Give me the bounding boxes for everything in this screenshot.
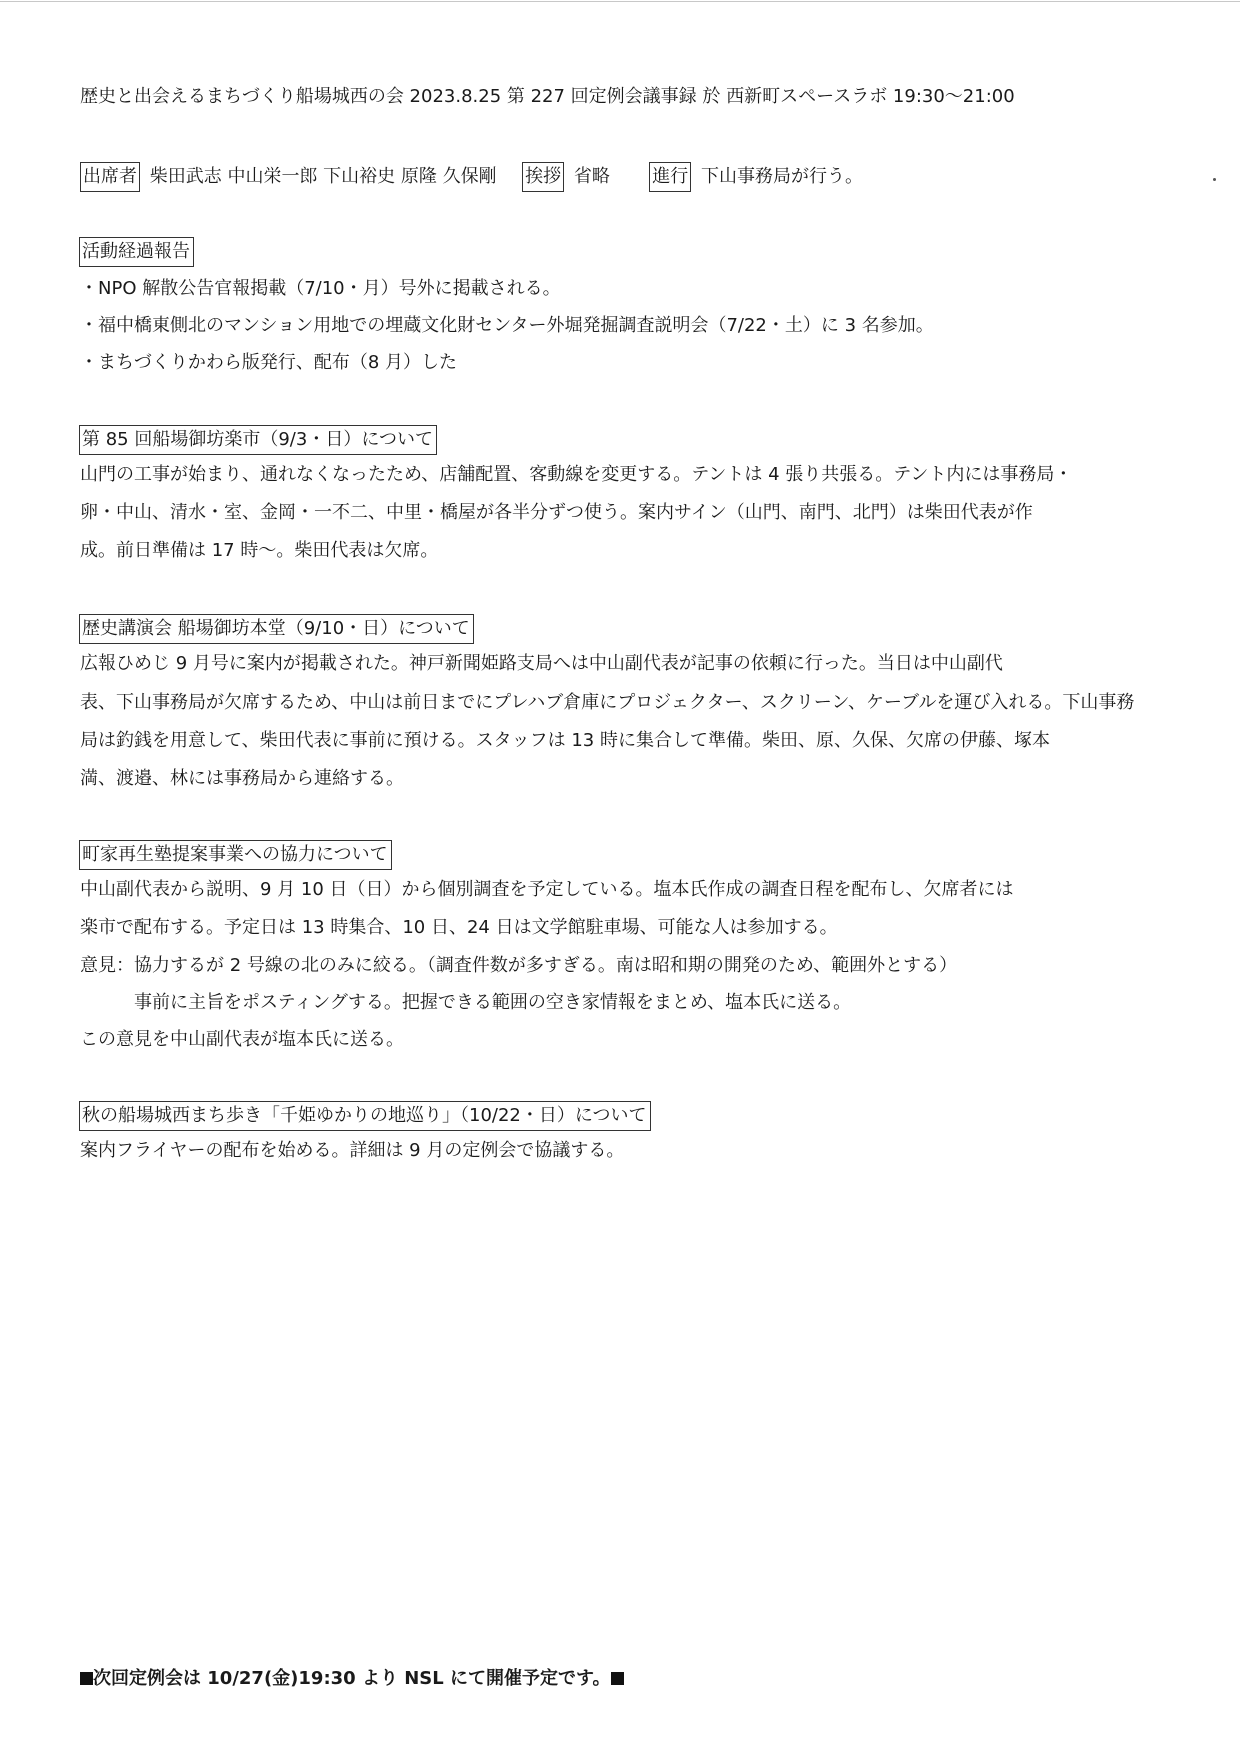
lecture-line-4: 満、渡邉、林には事務局から連絡する。 bbox=[80, 768, 404, 789]
section-heading-lecture: 歴史講演会 船場御坊本堂（9/10・日）について bbox=[79, 614, 474, 644]
section-heading-machiya: 町家再生塾提案事業への協力について bbox=[79, 840, 392, 870]
rakuichi-line-2: 卵・中山、清水・室、金岡・一不二、中里・橋屋が各半分ずつ使う。案内サイン（山門、南門、北門）は柴田代表が作 bbox=[80, 502, 1033, 523]
section-heading-walk: 秋の船場城西まち歩き「千姫ゆかりの地巡り」（10/22・日）について bbox=[79, 1101, 651, 1131]
black-square-icon bbox=[611, 1672, 624, 1685]
attendance-row bbox=[80, 162, 863, 192]
next-meeting-text: 次回定例会は 10/27(金)19:30 より NSL にて開催予定です。 bbox=[93, 1668, 611, 1689]
rakuichi-line-3: 成。前日準備は 17 時〜。柴田代表は欠席。 bbox=[80, 540, 439, 561]
black-square-icon bbox=[80, 1672, 93, 1685]
greeting-label: 挨拶 bbox=[522, 162, 564, 192]
machiya-line-4: 事前に主旨をポスティングする。把握できる範囲の空き家情報をまとめ、塩本氏に送る。 bbox=[80, 992, 852, 1013]
attendees-list: 柴田武志 中山栄一郎 下山裕史 原隆 久保剛 bbox=[149, 166, 497, 187]
lecture-line-1: 広報ひめじ 9 月号に案内が掲載された。神戸新聞姫路支局へは中山副代表が記事の依頼に行った。当日は中山副代 bbox=[80, 653, 1003, 674]
greeting-value: 省略 bbox=[573, 166, 610, 187]
attendees-label: 出席者 bbox=[80, 162, 140, 192]
activity-line-3: ・まちづくりかわら版発行、配布（8 月）した bbox=[80, 352, 457, 373]
progress-value: 下山事務局が行う。 bbox=[701, 166, 864, 187]
lecture-line-2: 表、下山事務局が欠席するため、中山は前日までにプレハブ倉庫にプロジェクター、スクリーン、ケーブルを運び入れる。下山事務 bbox=[80, 692, 1135, 713]
walk-line-1: 案内フライヤーの配布を始める。詳細は 9 月の定例会で協議する。 bbox=[80, 1140, 625, 1161]
document-title: 歴史と出会えるまちづくり船場城西の会 2023.8.25 第 227 回定例会議事録 於 西新町スペースラボ 19:30〜21:00 bbox=[80, 86, 1015, 107]
scan-speck bbox=[1213, 178, 1216, 181]
activity-line-1: ・NPO 解散公告官報掲載（7/10・月）号外に掲載される。 bbox=[80, 278, 561, 299]
next-meeting-notice bbox=[80, 1666, 624, 1692]
lecture-line-3: 局は釣銭を用意して、柴田代表に事前に預ける。スタッフは 13 時に集合して準備。柴田、原、久保、欠席の伊藤、塚本 bbox=[80, 730, 1050, 751]
rakuichi-line-1: 山門の工事が始まり、通れなくなったため、店舗配置、客動線を変更する。テントは 4 張り共張る。テント内には事務局・ bbox=[80, 464, 1073, 485]
machiya-line-1: 中山副代表から説明、9 月 10 日（日）から個別調査を予定している。塩本氏作成の調査日程を配布し、欠席者には bbox=[80, 879, 1014, 900]
section-heading-activity-report: 活動経過報告 bbox=[79, 237, 194, 267]
top-border-line bbox=[0, 1, 1240, 2]
machiya-line-5: この意見を中山副代表が塩本氏に送る。 bbox=[80, 1029, 404, 1050]
section-heading-rakuichi: 第 85 回船場御坊楽市（9/3・日）について bbox=[79, 425, 437, 455]
machiya-line-3: 意見：協力するが 2 号線の北のみに絞る。（調査件数が多すぎる。南は昭和期の開発のため、範囲外とする） bbox=[80, 955, 958, 976]
progress-label: 進行 bbox=[649, 162, 691, 192]
machiya-line-2: 楽市で配布する。予定日は 13 時集合、10 日、24 日は文学館駐車場、可能な人は参加する。 bbox=[80, 917, 838, 938]
activity-line-2: ・福中橋東側北のマンション用地での埋蔵文化財センター外堀発掘調査説明会（7/22・土）に 3 名参加。 bbox=[80, 315, 934, 336]
